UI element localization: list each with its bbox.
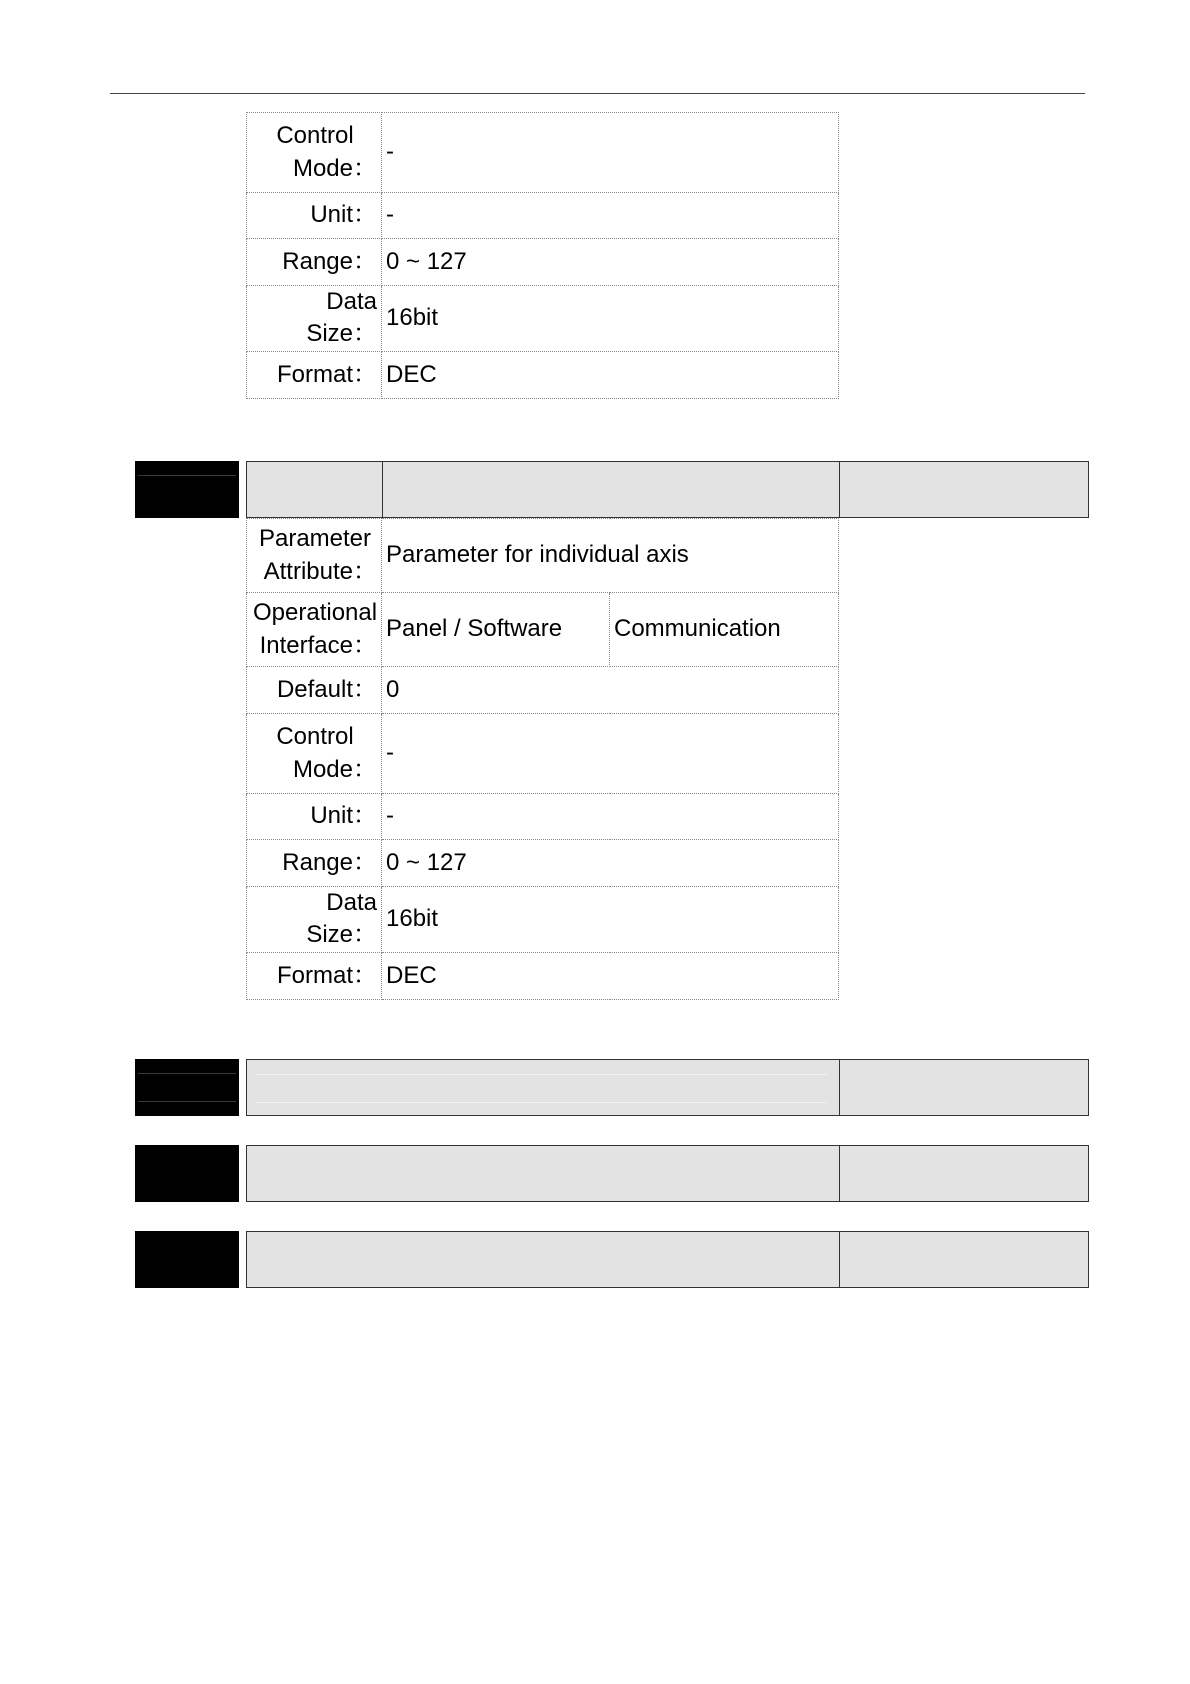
parameter-attribute-value: Parameter for individual axis	[382, 519, 839, 593]
row-format	[247, 952, 839, 999]
row-range	[247, 840, 839, 887]
range-label: Range：	[247, 239, 382, 286]
range-label: Range：	[247, 840, 382, 887]
header-stripe	[257, 1074, 827, 1075]
row-unit	[247, 193, 839, 239]
unit-value: -	[382, 794, 839, 840]
header-cell-name	[247, 1146, 840, 1201]
parameter-header-bar-4	[246, 1231, 1089, 1288]
code-block-stripe	[138, 475, 236, 476]
default-value: 0	[382, 667, 839, 714]
unit-value: -	[382, 193, 839, 239]
header-cell-name	[247, 1232, 840, 1287]
page-header-rule	[110, 93, 1085, 94]
control-mode-value: -	[382, 113, 839, 193]
data-size-value: 16bit	[382, 286, 839, 352]
code-block-stripe	[138, 1073, 236, 1074]
row-control-mode	[247, 113, 839, 193]
operational-interface-label: Operational Interface：	[247, 593, 382, 667]
control-mode-label: Control Mode：	[247, 113, 382, 193]
data-size-label: Data Size：	[247, 286, 382, 352]
default-label: Default：	[247, 667, 382, 714]
format-value: DEC	[382, 351, 839, 398]
parameter-code-block-3	[135, 1145, 239, 1202]
parameter-table-2	[246, 518, 839, 1000]
row-data-size	[247, 887, 839, 953]
code-block-stripe	[138, 1101, 236, 1102]
operational-interface-panel: Panel / Software	[382, 593, 610, 667]
data-size-value: 16bit	[382, 887, 839, 953]
header-stripe	[257, 1102, 827, 1103]
header-cell-name	[383, 462, 840, 517]
unit-label: Unit：	[247, 193, 382, 239]
row-unit	[247, 794, 839, 840]
range-value: 0 ~ 127	[382, 840, 839, 887]
parameter-code-block-1	[135, 461, 239, 518]
row-format	[247, 351, 839, 398]
control-mode-label: Control Mode：	[247, 714, 382, 794]
row-default	[247, 667, 839, 714]
format-value: DEC	[382, 952, 839, 999]
parameter-table-1	[246, 112, 839, 399]
row-data-size	[247, 286, 839, 352]
parameter-code-block-2	[135, 1059, 239, 1116]
format-label: Format：	[247, 952, 382, 999]
header-cell-name	[247, 1060, 840, 1115]
parameter-header-bar-2	[246, 1059, 1089, 1116]
parameter-code-block-4	[135, 1231, 239, 1288]
operational-interface-communication: Communication	[610, 593, 839, 667]
header-cell-code	[247, 462, 383, 517]
row-control-mode	[247, 714, 839, 794]
row-range	[247, 239, 839, 286]
row-parameter-attribute	[247, 519, 839, 593]
data-size-label: Data Size：	[247, 887, 382, 953]
row-operational-interface	[247, 593, 839, 667]
format-label: Format：	[247, 351, 382, 398]
parameter-attribute-label: Parameter Attribute：	[247, 519, 382, 593]
control-mode-value: -	[382, 714, 839, 794]
unit-label: Unit：	[247, 794, 382, 840]
parameter-header-bar-1	[246, 461, 1089, 518]
parameter-header-bar-3	[246, 1145, 1089, 1202]
range-value: 0 ~ 127	[382, 239, 839, 286]
